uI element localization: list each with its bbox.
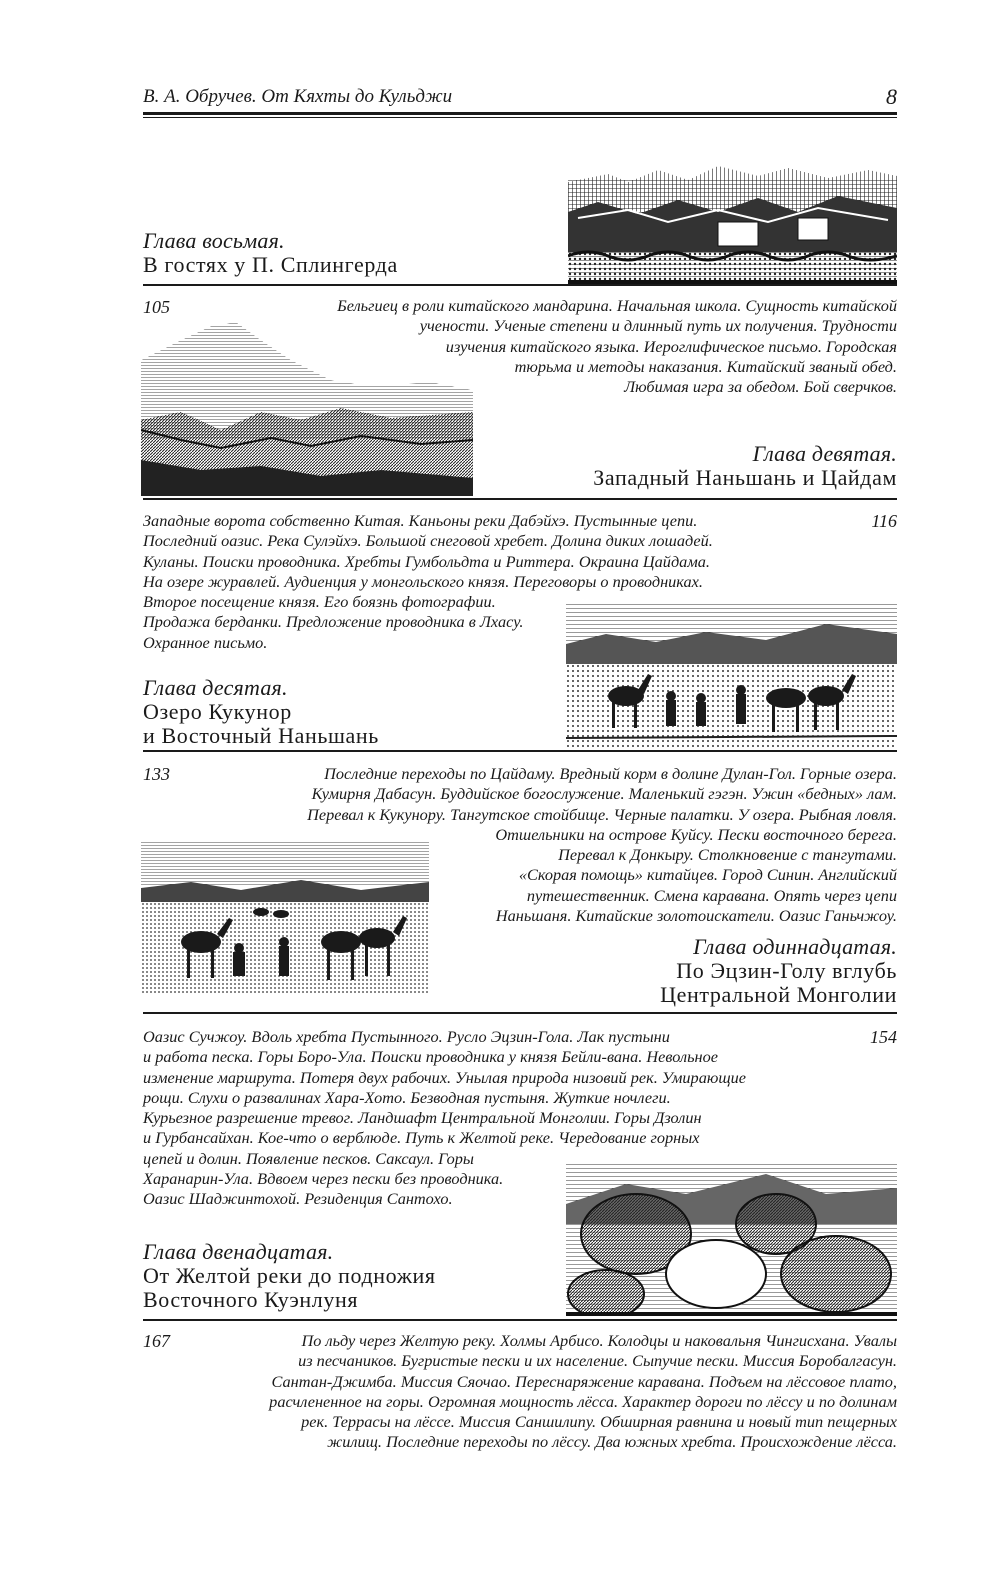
summary-line: Сантан-Джимба. Миссия Сяочао. Переснаряжение каравана. Подъем на лёссовое плато,	[271, 1371, 897, 1391]
header-rule	[143, 112, 897, 115]
summary-line: Бельгиец в роли китайского мандарина. Начальная школа. Сущность китайской	[337, 296, 897, 315]
summary-line: рощи. Слухи о развалинах Хара-Хото. Безводная пустыня. Жуткие ночлеги.	[143, 1087, 671, 1107]
summary-line: Второе посещение князя. Его боязнь фотографии.	[143, 592, 496, 612]
chapter-subtitle: Восточного Куэнлуня	[143, 1287, 359, 1312]
chapter-subtitle: Западный Наньшань и Цайдам	[593, 465, 897, 490]
chapter-subtitle: В гостях у П. Сплингерда	[143, 252, 398, 277]
summary-line: и Гурбансайхан. Кое-что о верблюде. Путь к Желтой реке. Чередование горных	[143, 1128, 700, 1148]
summary-line: жилищ. Последние переходы по лёссу. Два южных хребта. Происхождение лёсса.	[327, 1432, 897, 1452]
chapter-page-number: 105	[143, 297, 170, 317]
boulders-engraving	[566, 1164, 897, 1316]
summary-line: изучения китайского языка. Иероглифическое письмо. Городская	[445, 336, 897, 356]
chapter-summary	[247, 296, 897, 397]
summary-line: Наньшаня. Китайские золотоискатели. Оазис Ганьчжоу.	[495, 906, 897, 926]
summary-line: Последние переходы по Цайдаму. Вредный корм в долине Дулан-Гол. Горные озера.	[324, 764, 897, 783]
chapter-summary	[177, 1331, 897, 1453]
chapter-page-number: 116	[871, 511, 897, 531]
summary-line: Западные ворота собственно Китая. Каньоны реки Дабэйхэ. Пустынные цепи.	[143, 511, 698, 530]
summary-line: «Скорая помощь» китайцев. Город Синин. Английский	[518, 865, 897, 885]
chapter-subtitle: Озеро Кукунор	[143, 699, 292, 724]
header-rule-thin	[143, 117, 897, 118]
summary-line: На озере журавлей. Аудиенция у монгольского князя. Переговоры о проводниках.	[143, 571, 703, 591]
chapter-title: Глава одиннадцатая.	[693, 934, 897, 959]
chapter-subtitle: Центральной Монголии	[660, 982, 897, 1007]
summary-line: Оазис Сучжоу. Вдоль хребта Пустынного. Русло Эцзин-Гола. Лак пустыни	[143, 1027, 670, 1046]
town-rooftops-engraving	[568, 152, 897, 284]
summary-line: изменение маршрута. Потеря двух рабочих. Унылая природа низовий рек. Умирающие	[143, 1067, 746, 1087]
chapter-page-number: 133	[143, 764, 170, 784]
summary-line: Куланы. Поиски проводника. Хребты Гумбольдта и Риттера. Окраина Цайдама.	[143, 551, 710, 571]
running-title: В. А. Обручев. От Кяхты до Кульджи	[143, 86, 453, 107]
summary-line: Харанарин-Ула. Вдвоем через пески без проводника.	[143, 1169, 504, 1189]
summary-line: и работа песка. Горы Боро-Ула. Поиски проводника у князя Бейли-вана. Невольное	[143, 1047, 718, 1067]
summary-line: Отшельники на острове Куйсу. Пески восточного берега.	[495, 824, 897, 844]
summary-line: цепей и долин. Появление песков. Саксаул. Горы	[143, 1148, 474, 1168]
summary-line: рек. Террасы на лёссе. Миссия Саншилипу. Обширная равнина и новый тип пещерных	[301, 1412, 897, 1432]
chapter-page-number: 154	[870, 1027, 897, 1047]
summary-line: тюрьма и методы наказания. Китайский званый обед.	[514, 356, 897, 376]
chapter-subtitle: По Эцзин-Голу вглубь	[676, 958, 897, 983]
chapter-page-number: 167	[143, 1331, 170, 1351]
chapter-title: Глава двенадцатая.	[143, 1239, 334, 1264]
summary-line: По льду через Желтую реку. Холмы Арбисо. Колодцы и наковальня Чингисхана. Увалы	[301, 1331, 897, 1350]
chapter-title: Глава десятая.	[143, 675, 288, 700]
summary-line: путешественник. Смена каравана. Опять через цепи	[526, 885, 897, 905]
summary-line: учености. Ученые степени и длинный путь их получения. Трудности	[419, 316, 897, 336]
chapter-rule	[143, 1319, 897, 1321]
summary-line: Курьезное разрешение тревог. Ландшафт Центральной Монголии. Горы Дзолин	[143, 1108, 702, 1128]
chapter-title: Глава восьмая.	[143, 228, 285, 253]
chapter-subtitle: От Желтой реки до подножия	[143, 1263, 436, 1288]
summary-line: Последний оазис. Река Сулэйхэ. Большой снеговой хребет. Долина диких лошадей.	[143, 531, 713, 551]
chapter-rule	[143, 284, 897, 286]
chapter-rule	[143, 750, 897, 752]
summary-line: Перевал к Кукунору. Тангутское стойбище. Черные палатки. У озера. Рыбная ловля.	[307, 804, 897, 824]
camels-on-plain-engraving	[141, 842, 429, 994]
chapter-title: Глава девятая.	[752, 441, 897, 466]
caravan-camels-engraving	[566, 604, 897, 748]
chapter-subtitle: и Восточный Наньшань	[143, 723, 379, 748]
summary-line: расчлененное на горы. Огромная мощность лёсса. Характер дороги по лёссу и по долинам	[269, 1391, 897, 1411]
summary-line: Любимая игра за обедом. Бой сверчков.	[624, 377, 897, 397]
summary-line: из песчаников. Бугристые пески и их население. Сыпучие пески. Миссия Боробалгасун.	[298, 1351, 897, 1371]
page-number: 8	[886, 84, 897, 109]
chapter-rule	[143, 1012, 897, 1014]
chapter-rule	[143, 498, 897, 500]
summary-line: Оазис Шаджинтохой. Резиденция Сантохо.	[143, 1189, 453, 1209]
summary-line: Охранное письмо.	[143, 632, 268, 652]
summary-line: Кумирня Дабасун. Буддийское богослужение. Маленький гэгэн. Ужин «бедных» лам.	[311, 784, 897, 804]
summary-line: Продажа берданки. Предложение проводника в Лхасу.	[143, 612, 524, 632]
summary-line: Перевал к Донкыру. Столкновение с тангутами.	[558, 845, 897, 865]
